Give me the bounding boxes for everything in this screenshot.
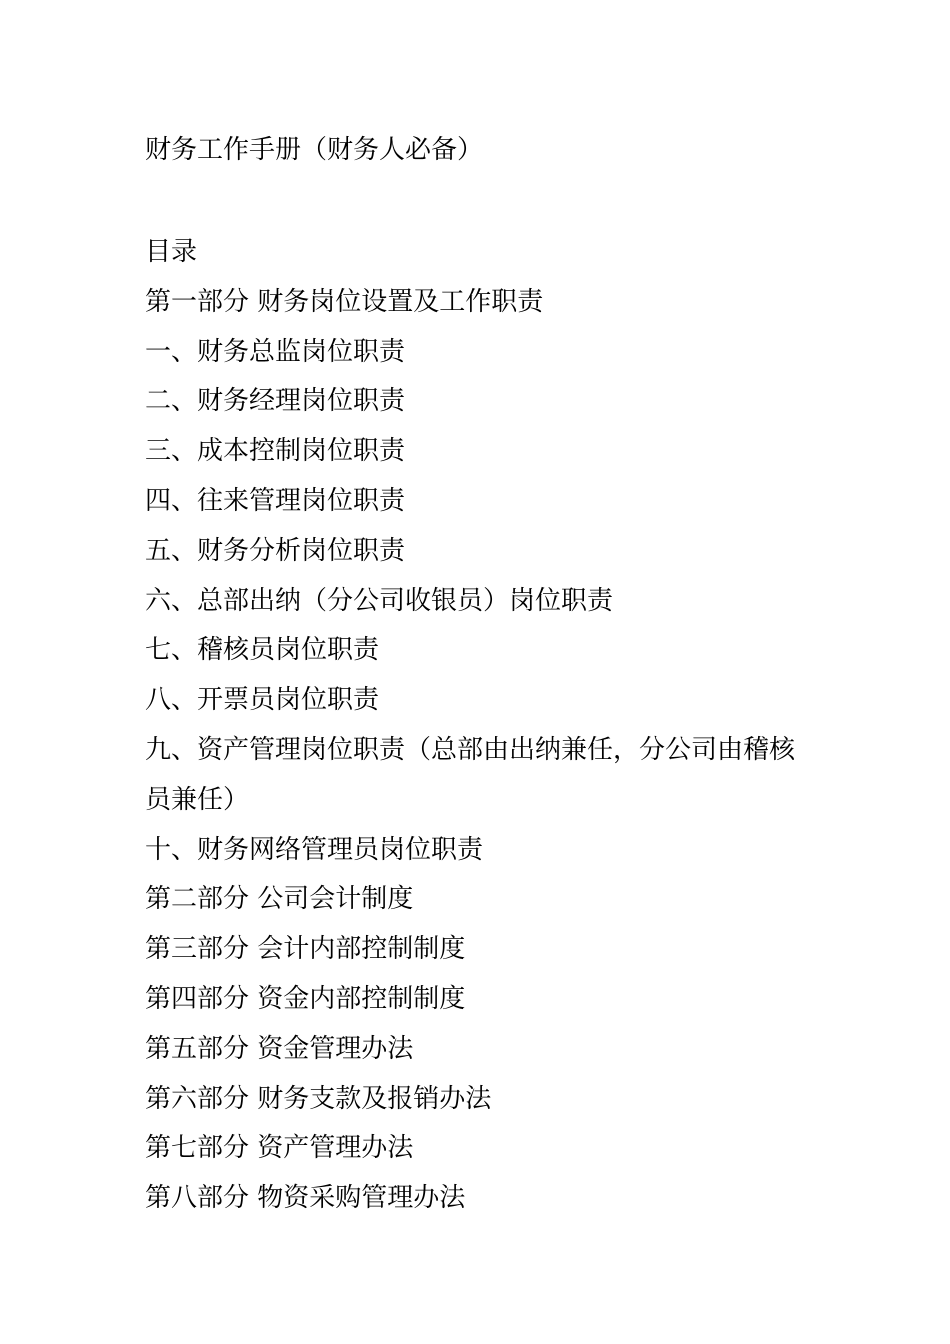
table-of-contents <box>145 228 825 1224</box>
toc-item-part-4: 第四部分 资金内部控制制度 <box>145 983 466 1014</box>
toc-item-8: 八、开票员岗位职责 <box>145 685 380 716</box>
toc-item-part-6: 第六部分 财务支款及报销办法 <box>145 1083 492 1114</box>
toc-item-part-1: 第一部分 财务岗位设置及工作职责 <box>145 286 544 317</box>
toc-item-9: 九、资产管理岗位职责（总部由出纳兼任，分公司由稽核员兼任） <box>145 734 796 815</box>
document-title: 财务工作手册（财务人必备） <box>145 135 484 165</box>
toc-item-part-2: 第二部分 公司会计制度 <box>145 884 414 915</box>
toc-item-7: 七、稽核员岗位职责 <box>145 635 380 666</box>
toc-item-1: 一、财务总监岗位职责 <box>145 336 406 367</box>
toc-item-part-8: 第八部分 物资采购管理办法 <box>145 1183 466 1214</box>
toc-item-part-5: 第五部分 资金管理办法 <box>145 1033 414 1064</box>
toc-item-part-3: 第三部分 会计内部控制制度 <box>145 934 466 965</box>
toc-heading: 目录 <box>145 237 198 267</box>
toc-item-4: 四、往来管理岗位职责 <box>145 485 406 516</box>
toc-item-part-7: 第七部分 资产管理办法 <box>145 1133 414 1164</box>
toc-item-10: 十、财务网络管理员岗位职责 <box>145 834 484 865</box>
toc-item-3: 三、成本控制岗位职责 <box>145 436 406 467</box>
toc-item-5: 五、财务分析岗位职责 <box>145 535 406 566</box>
toc-item-6: 六、总部出纳（分公司收银员）岗位职责 <box>145 585 614 616</box>
toc-item-2: 二、财务经理岗位职责 <box>145 386 406 417</box>
